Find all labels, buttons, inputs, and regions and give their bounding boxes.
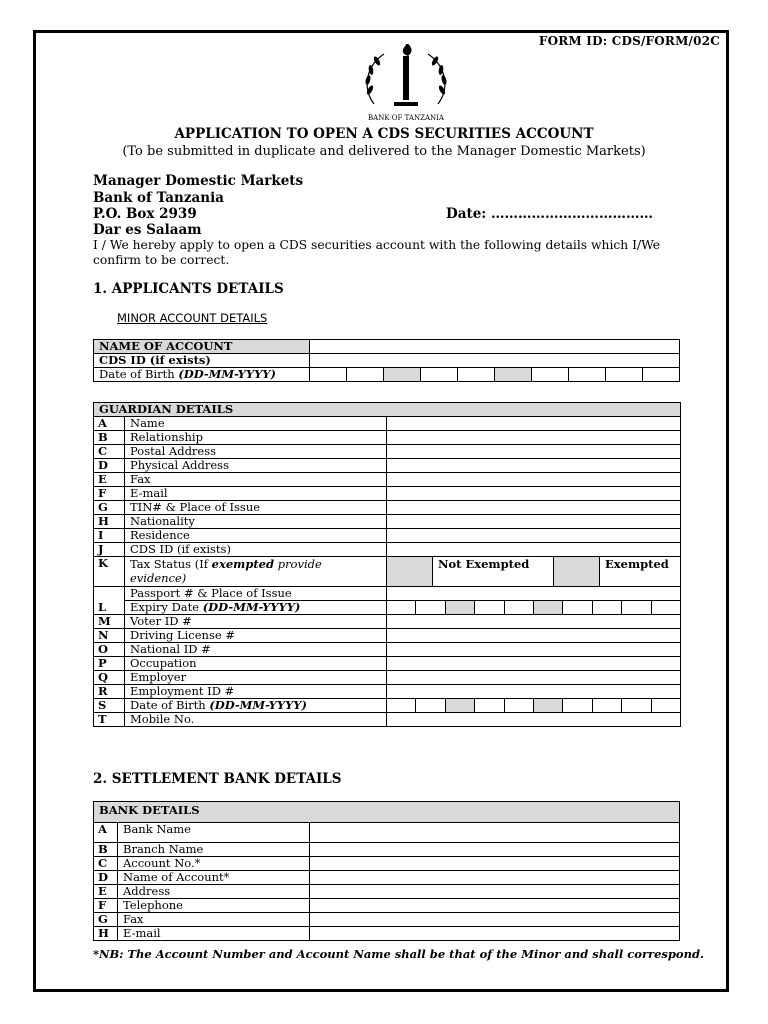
bank-row [94, 885, 680, 899]
cds-id-label-text: CDS ID (if exists) [130, 542, 231, 556]
tin-field[interactable] [387, 501, 681, 515]
row-label: Address [118, 885, 310, 899]
row-letter: J [94, 543, 125, 557]
row-label: Mobile No. [125, 713, 387, 727]
row-letter: F [94, 899, 118, 913]
row-label: Account No.* [118, 857, 310, 871]
footnote: *NB: The Account Number and Account Name shall be that of the Minor and shall correspond. [93, 947, 704, 961]
bank-row [94, 927, 680, 941]
row-label: Driving License # [125, 629, 387, 643]
bank-row [94, 913, 680, 927]
postal-address-field[interactable] [387, 445, 681, 459]
section-2-heading: 2. SETTLEMENT BANK DETAILS [93, 771, 342, 787]
row-letter: F [94, 487, 125, 501]
account-name-field[interactable] [310, 871, 680, 885]
row-label [125, 543, 387, 557]
row-letter: O [94, 643, 125, 657]
row-letter: G [94, 913, 118, 927]
form-subtitle: (To be submitted in duplicate and delivered to the Manager Domestic Markets) [122, 144, 646, 159]
passport-label: Passport # & Place of Issue [125, 587, 387, 601]
bank-of-tanzania-logo [356, 44, 456, 130]
form-title: APPLICATION TO OPEN A CDS SECURITIES ACCOUNT [174, 126, 594, 142]
row-letter: A [94, 417, 125, 431]
row-letter: P [94, 657, 125, 671]
guardian-row [94, 629, 681, 643]
driving-license-field[interactable] [387, 629, 681, 643]
guardian-row [94, 529, 681, 543]
exempted-label: Exempted [605, 557, 669, 571]
section-1-heading: 1. APPLICANTS DETAILS [93, 281, 284, 297]
bank-email-field[interactable] [310, 927, 680, 941]
not-exempted-label: Not Exempted [433, 557, 554, 586]
row-label: Physical Address [125, 459, 387, 473]
bank-row [94, 823, 680, 843]
guardian-row [94, 587, 681, 601]
name-of-account-label: NAME OF ACCOUNT [94, 340, 310, 354]
guardian-header: GUARDIAN DETAILS [94, 403, 681, 417]
expiry-label [125, 601, 387, 615]
guardian-cds-id-field[interactable] [387, 543, 681, 557]
bank-details-table [93, 801, 680, 941]
row-letter: B [94, 431, 125, 445]
row-label: Voter ID # [125, 615, 387, 629]
physical-address-field[interactable] [387, 459, 681, 473]
guardian-dob-label [125, 699, 387, 713]
name-of-account-field[interactable] [310, 340, 680, 354]
mobile-field[interactable] [387, 713, 681, 727]
bank-row [94, 857, 680, 871]
row-letter: K [94, 557, 125, 587]
guardian-row [94, 487, 681, 501]
minor-dob-field[interactable] [310, 368, 680, 382]
voter-id-field[interactable] [387, 615, 681, 629]
bank-address-field[interactable] [310, 885, 680, 899]
row-letter: A [94, 823, 118, 843]
address-line-1: Manager Domestic Markets [93, 173, 304, 189]
row-label: E-mail [118, 927, 310, 941]
minor-account-heading: MINOR ACCOUNT DETAILS [117, 311, 268, 325]
address-line-4: Dar es Salaam [93, 222, 202, 238]
row-letter: R [94, 685, 125, 699]
minor-dob-format: (DD-MM-YYYY) [178, 367, 276, 381]
row-letter: H [94, 515, 125, 529]
row-letter: H [94, 927, 118, 941]
intro-text: I / We hereby apply to open a CDS securities account with the following details which I/We confirm to be correct. [93, 238, 661, 267]
bank-header: BANK DETAILS [94, 802, 680, 823]
row-label: Employment ID # [125, 685, 387, 699]
guardian-row [94, 615, 681, 629]
row-letter: N [94, 629, 125, 643]
row-label: Telephone [118, 899, 310, 913]
guardian-row [94, 417, 681, 431]
bank-row [94, 843, 680, 857]
expiry-format: (DD-MM-YYYY) [202, 600, 301, 614]
email-field[interactable] [387, 487, 681, 501]
residence-field[interactable] [387, 529, 681, 543]
guardian-row [94, 557, 681, 587]
guardian-row [94, 671, 681, 685]
bank-row [94, 899, 680, 913]
guardian-row [94, 515, 681, 529]
guardian-row [94, 501, 681, 515]
guardian-row [94, 657, 681, 671]
guardian-row [94, 445, 681, 459]
row-label: Nationality [125, 515, 387, 529]
row-label: Residence [125, 529, 387, 543]
guardian-row [94, 699, 681, 713]
minor-dob-prefix: Date of Birth [99, 367, 179, 381]
dob-format: (DD-MM-YYYY) [209, 698, 307, 712]
row-letter: G [94, 501, 125, 515]
row-label: Occupation [125, 657, 387, 671]
row-label: Bank Name [118, 823, 310, 843]
row-letter: Q [94, 671, 125, 685]
row-label: National ID # [125, 643, 387, 657]
guardian-dob-field[interactable] [387, 699, 681, 713]
row-label: Fax [125, 473, 387, 487]
row-label: E-mail [125, 487, 387, 501]
row-label: TIN# & Place of Issue [125, 501, 387, 515]
relationship-field[interactable] [387, 431, 681, 445]
row-label: Branch Name [118, 843, 310, 857]
guardian-row [94, 431, 681, 445]
bank-fax-field[interactable] [310, 913, 680, 927]
guardian-row [94, 713, 681, 727]
guardian-row [94, 601, 681, 615]
row-label: Employer [125, 671, 387, 685]
minor-dob-label [94, 368, 310, 382]
fax-field[interactable] [387, 473, 681, 487]
row-letter: D [94, 459, 125, 473]
guardian-row [94, 473, 681, 487]
tax-status-options [387, 557, 681, 587]
form-id: FORM ID: CDS/FORM/02C [538, 34, 720, 48]
guardian-details-table [93, 402, 681, 727]
row-letter: M [94, 615, 125, 629]
tax-text-3: evidence) [130, 571, 187, 585]
guardian-row [94, 643, 681, 657]
occupation-field[interactable] [387, 657, 681, 671]
exempted-checkbox[interactable] [554, 557, 600, 586]
nationality-field[interactable] [387, 515, 681, 529]
expiry-date-field[interactable] [387, 601, 681, 615]
tax-text-bold: exempted [211, 557, 275, 571]
row-letter: B [94, 843, 118, 857]
address-line-2: Bank of Tanzania [93, 190, 224, 206]
national-id-field[interactable] [387, 643, 681, 657]
address-line-3: P.O. Box 2939 [93, 206, 197, 222]
row-letter: I [94, 529, 125, 543]
branch-name-field[interactable] [310, 843, 680, 857]
employer-field[interactable] [387, 671, 681, 685]
guardian-row [94, 543, 681, 557]
employment-id-field[interactable] [387, 685, 681, 699]
logo-text: BANK OF TANZANIA [368, 114, 444, 122]
row-letter: C [94, 445, 125, 459]
expiry-prefix: Expiry Date [130, 600, 203, 614]
tax-status-label [125, 557, 387, 587]
tax-text-2: provide [274, 557, 322, 571]
row-letter: E [94, 885, 118, 899]
row-label: Name of Account* [118, 871, 310, 885]
guardian-row [94, 685, 681, 699]
bank-row [94, 871, 680, 885]
cds-id-field[interactable] [310, 354, 680, 368]
not-exempted-checkbox[interactable] [387, 557, 433, 586]
tax-text-1: Tax Status (If [130, 557, 212, 571]
row-letter: L [94, 587, 125, 615]
cds-id-label: CDS ID (if exists) [94, 354, 310, 368]
row-letter: E [94, 473, 125, 487]
row-letter: S [94, 699, 125, 713]
dob-prefix: Date of Birth [130, 698, 210, 712]
row-label: Fax [118, 913, 310, 927]
account-no-field[interactable] [310, 857, 680, 871]
guardian-name-field[interactable] [387, 417, 681, 431]
row-label: Relationship [125, 431, 387, 445]
row-letter: C [94, 857, 118, 871]
row-letter: D [94, 871, 118, 885]
minor-account-table [93, 339, 680, 382]
bank-name-field[interactable] [310, 823, 680, 843]
date-field[interactable]: Date: ……………………………… [446, 206, 653, 222]
row-label: Postal Address [125, 445, 387, 459]
passport-field[interactable] [387, 587, 681, 601]
telephone-field[interactable] [310, 899, 680, 913]
guardian-row [94, 459, 681, 473]
row-label: Name [125, 417, 387, 431]
row-letter: T [94, 713, 125, 727]
